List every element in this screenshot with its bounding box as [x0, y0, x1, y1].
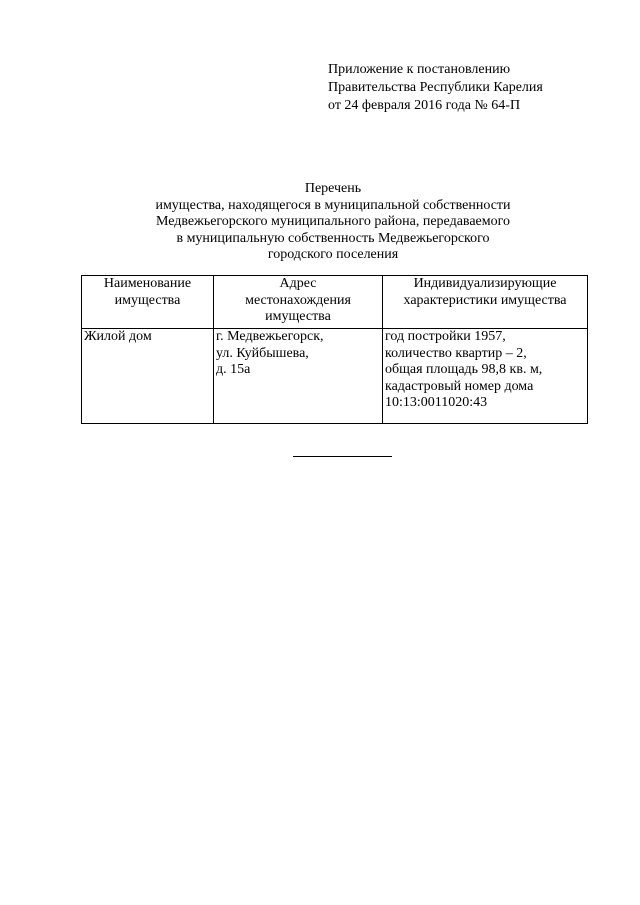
column-header-name — [82, 276, 214, 329]
appendix-line: Приложение к постановлению — [328, 62, 511, 77]
end-separator-line — [293, 456, 392, 457]
appendix-note — [328, 61, 543, 115]
header-text: местонахождения — [245, 292, 351, 308]
header-text: характеристики имущества — [403, 292, 567, 308]
title-line: городского поселения — [267, 247, 399, 262]
cell-text: ул. Куйбышева, — [216, 345, 309, 361]
cell-name — [82, 329, 214, 424]
header-text: Наименование — [103, 276, 192, 291]
appendix-line: Правительства Республики Карелия — [328, 80, 543, 95]
title-line: Медвежьегорского муниципального района, передаваемого — [155, 214, 511, 229]
cell-text: Жилой дом — [84, 329, 152, 344]
cell-address — [214, 329, 383, 424]
title-heading: Перечень — [304, 181, 362, 196]
header-text: Индивидуализирующие — [413, 276, 557, 291]
header-text: имущества — [265, 309, 331, 324]
cell-text: кадастровый номер дома — [385, 378, 534, 394]
column-header-address — [214, 276, 383, 329]
cell-text: год постройки 1957, — [385, 329, 506, 344]
cell-text: г. Медвежьегорск, — [216, 329, 324, 344]
property-table — [81, 275, 588, 424]
cell-text: 10:13:0011020:43 — [385, 395, 488, 410]
document-title — [80, 181, 586, 264]
cell-text: общая площадь 98,8 кв. м, — [385, 362, 543, 377]
column-header-characteristics — [383, 276, 588, 329]
header-text: имущества — [114, 292, 181, 308]
cell-text: д. 15а — [216, 362, 251, 377]
appendix-line: от 24 февраля 2016 года № 64-П — [328, 98, 521, 113]
header-text: Адрес — [279, 276, 317, 291]
title-line: в муниципальную собственность Медвежьегорского — [176, 230, 490, 246]
cell-text: количество квартир – 2, — [385, 345, 527, 361]
table-header-row — [82, 276, 588, 329]
table-row — [82, 329, 588, 424]
title-line: имущества, находящегося в муниципальной собственности — [155, 197, 511, 213]
cell-characteristics — [383, 329, 588, 424]
